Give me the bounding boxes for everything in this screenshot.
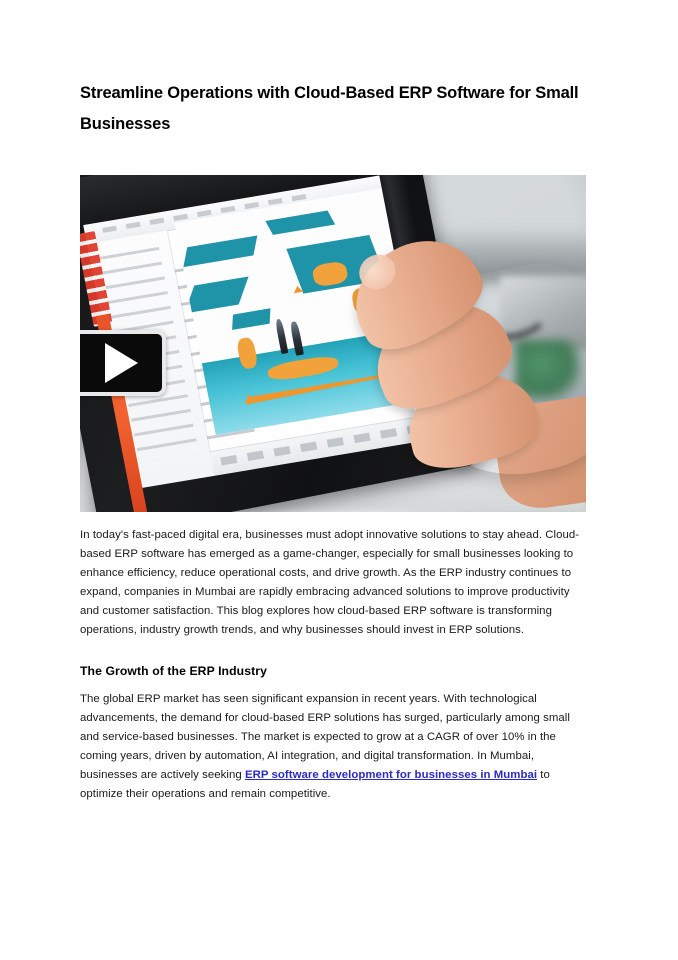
map-teal-shape xyxy=(185,276,249,313)
growth-paragraph-text-before-link: The global ERP market has seen significant expansion in recent years. With technological advancements, the demand for cloud-based ERP solutions has surged, particularly among small and service-based businesses. The market is expected to grow at a CAGR of over 10% in the coming years, driven by automation, AI integration, and digital transformation. In Mumbai, businesses are actively seeking xyxy=(80,692,570,781)
map-teal-shape xyxy=(232,308,270,330)
video-thumbnail-figure[interactable] xyxy=(80,175,586,512)
play-button[interactable] xyxy=(80,330,166,396)
play-triangle-icon xyxy=(105,343,138,383)
intro-paragraph: In today's fast-paced digital era, businesses must adopt innovative solutions to stay ahead. Cloud-based ERP software has emerged as a game-changer, especially for small businesses looking to enhance efficiency, reduce operational costs, and drive growth. As the ERP industry continues to expand, companies in Mumbai are rapidly embracing advanced solutions to improve productivity and customer satisfaction. This blog explores how cloud-based ERP software is transforming operations, industry growth trends, and why businesses should invest in ERP solutions. xyxy=(80,529,580,637)
erp-software-development-link[interactable]: ERP software development for businesses in Mumbai xyxy=(244,768,538,781)
document-content-column xyxy=(80,0,586,804)
growth-paragraph xyxy=(80,690,586,805)
map-teal-shape xyxy=(266,211,336,235)
map-teal-shape xyxy=(184,235,258,267)
hand xyxy=(333,202,586,512)
growth-paragraph-text-after-link: to optimize their operations and remain competitive. xyxy=(80,768,550,801)
section-heading-erp-growth: The Growth of the ERP Industry xyxy=(80,663,267,678)
page-title: Streamline Operations with Cloud-Based ERP Software for Small Businesses xyxy=(80,84,579,133)
